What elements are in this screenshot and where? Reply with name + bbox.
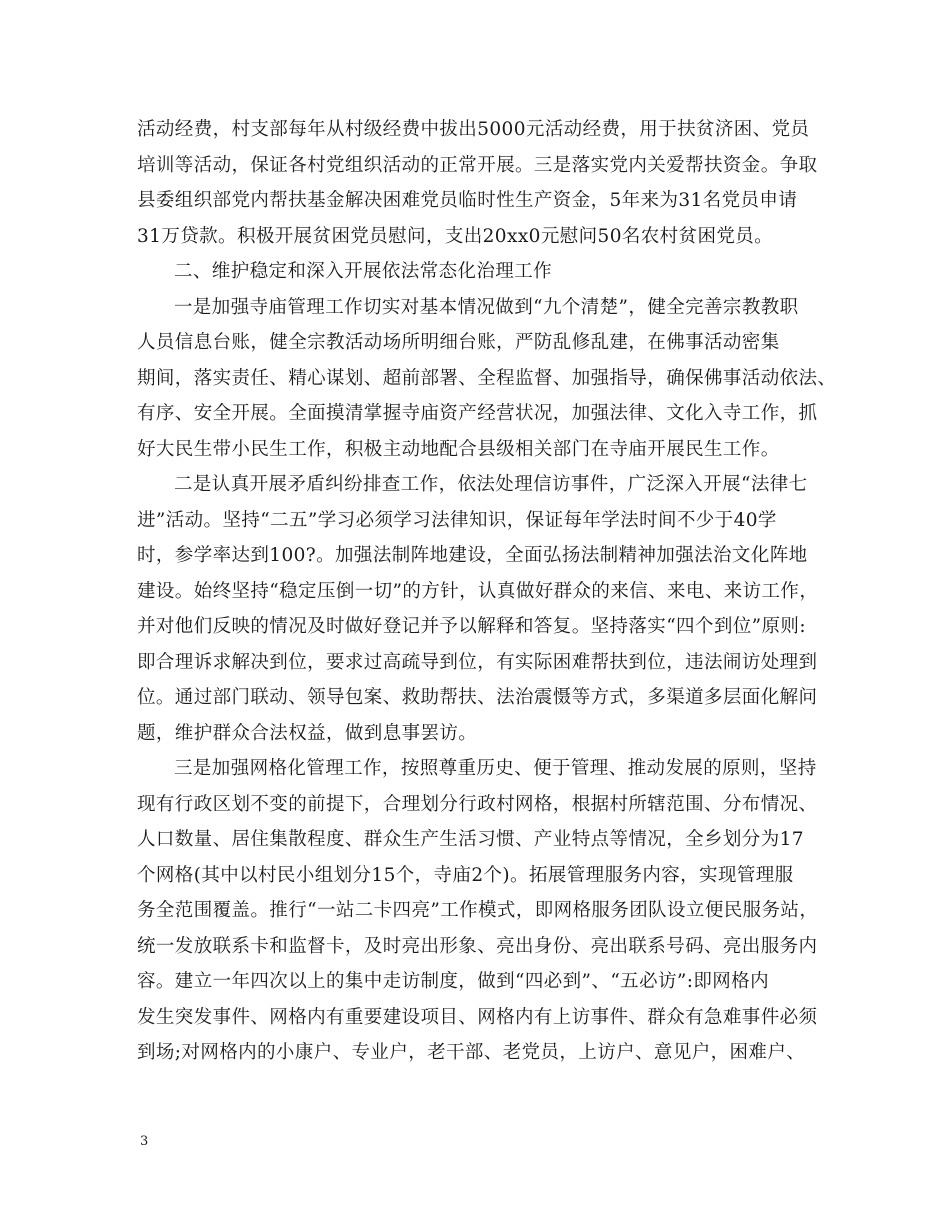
text-line: 题，维护群众合法权益，做到息事罢访。: [137, 722, 478, 744]
text-line: 人口数量、居住集散程度、群众生产生活习惯、产业特点等情况，全乡划分为17: [137, 829, 804, 850]
text-line: 三是加强网格化管理工作，按照尊重历史、便于管理、推动发展的原则，坚持: [174, 758, 817, 779]
text-line: 二是认真开展矛盾纠纷排查工作，依法处理信访事件，广泛深入开展“法律七: [174, 474, 808, 495]
text-line: 好大民生带小民生工作，积极主动地配合县级相关部门在寺庙开展民生工作。: [137, 438, 780, 460]
text-line: 统一发放联系卡和监督卡，及时亮出形象、亮出身份、亮出联系号码、亮出服务内: [137, 935, 818, 957]
text-line: 时，参学率达到100?。加强法制阵地建设，全面弘扬法制精神加强法治文化阵地: [137, 545, 808, 566]
text-line: 建设。始终坚持“稳定压倒一切”的方针，认真做好群众的来信、来电、来访工作，: [137, 580, 819, 602]
text-line: 即合理诉求解决到位，要求过高疏导到位，有实际困难帮扶到位，违法闹访处理到: [137, 651, 818, 673]
text-line: 人员信息台账，健全宗教活动场所明细台账，严防乱修乱建，在佛事活动密集: [137, 332, 780, 353]
text-line: 一是加强寺庙管理工作切实对基本情况做到“九个清楚”，健全完善宗教教职: [174, 296, 799, 318]
text-line: 县委组织部党内帮扶基金解决困难党员临时性生产资金，5年来为31名党员申请: [137, 190, 798, 211]
page-number: 3: [140, 1134, 149, 1149]
text-line: 有序、安全开展。全面摸清掌握寺庙资产经营状况，加强法律、文化入寺工作，抓: [137, 403, 818, 424]
body-text: [137, 112, 837, 1071]
text-line: 31万贷款。积极开展贫困党员慰问，支出20xx0元慰问50名农村贫困党员。: [137, 225, 774, 247]
text-line: 容。建立一年四次以上的集中走访制度，做到“四必到”、“五必访”:即网格内: [137, 971, 769, 992]
text-line: 个网格(其中以村民小组划分15个，寺庙2个)。拓展管理服务内容，实现管理服: [137, 864, 794, 886]
text-line: 到场;对网格内的小康户、专业户，老干部、老党员，上访户、意见户，困难户、: [137, 1042, 806, 1063]
text-line: 位。通过部门联动、领导包案、救助帮扶、法治震慑等方式，多渠道多层面化解问: [137, 687, 818, 708]
text-line: 期间，落实责任、精心谋划、超前部署、全程监督、加强指导，确保佛事活动依法、: [137, 367, 837, 389]
text-line: 并对他们反映的情况及时做好登记并予以解释和答复。坚持落实“四个到位”原则:: [137, 616, 806, 637]
text-line: 发生突发事件、网格内有重要建设项目、网格内有上访事件、群众有急难事件必须: [137, 1006, 818, 1028]
text-line: 务全范围覆盖。推行“一站二卡四亮”工作模式，即网格服务团队设立便民服务站，: [137, 900, 819, 921]
text-line: 进”活动。坚持“二五”学习必须学习法律知识，保证每年学法时间不少于40学: [137, 509, 777, 531]
section-heading: 二、维护稳定和深入开展依法常态化治理工作: [174, 261, 553, 282]
text-line: 活动经费，村支部每年从村级经费中拔出5000元活动经费，用于扶贫济困、党员: [137, 119, 810, 140]
text-line: 培训等活动，保证各村党组织活动的正常开展。三是落实党内关爱帮扶资金。争取: [137, 154, 818, 176]
text-line: 现有行政区划不变的前提下，合理划分行政村网格，根据村所辖范围、分布情况、: [137, 793, 818, 815]
